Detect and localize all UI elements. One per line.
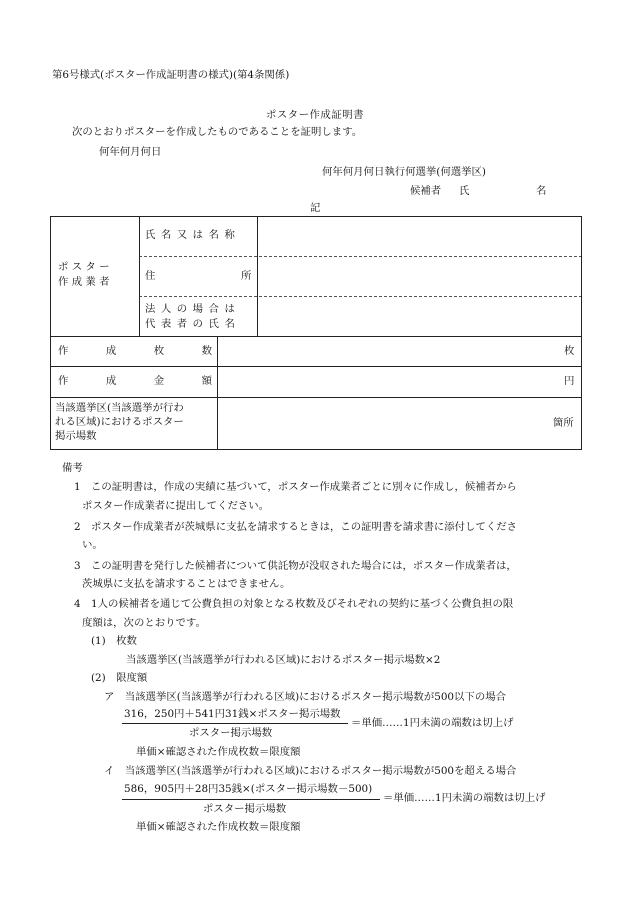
certification-table (50, 216, 582, 450)
amount-label-char: 作 (58, 375, 69, 387)
address-label-end: 所 (241, 270, 252, 282)
row-divider-count (50, 366, 582, 367)
count-label-char: 枚 (153, 345, 165, 357)
candidate-label: 候補者 (410, 185, 442, 197)
case-i-fraction-denominator: ポスター掲示場数 (203, 803, 287, 815)
row-divider-maker (50, 336, 582, 337)
case-a-limit-formula: 単価×確認された作成枚数＝限度額 (136, 746, 301, 758)
maker-label-line1: ポ ス タ ー (58, 261, 110, 273)
name-field-label: 氏名又は名称 (145, 229, 241, 241)
amount-value-cell[interactable] (222, 370, 560, 394)
amount-label-char: 金 (153, 375, 165, 387)
places-unit: 箇所 (553, 417, 574, 429)
candidate-name-first: 氏 (459, 185, 470, 197)
address-label-start: 住 (145, 270, 156, 282)
maker-label-line2: 作 成 業 者 (58, 276, 110, 288)
note-2-line2: い。 (82, 539, 103, 551)
note-1-line2: ポスター作成業者に提出してください。 (82, 500, 270, 512)
count-value-cell[interactable] (222, 340, 560, 364)
places-value-cell[interactable] (222, 402, 547, 444)
case-i-result: ＝単価……1円未満の端数は切上げ (383, 792, 546, 804)
subsection-count-heading: (1) 枚数 (91, 635, 137, 647)
note-3-line1: 3 この証明書を発行した候補者について供託物が没収された場合には，ポスター作成業者は， (74, 560, 517, 572)
case-a-fraction-numerator: 316，250円＋541円31銭×ポスター掲示場数 (124, 708, 341, 720)
case-i-fraction-bar (122, 799, 380, 800)
table-border-left (50, 216, 51, 449)
form-number-title: 第6号様式(ポスター作成証明書の様式)(第4条関係) (52, 69, 290, 81)
count-label-char: 数 (201, 345, 212, 357)
row-divider-name (139, 256, 582, 257)
amount-unit: 円 (564, 375, 575, 387)
document-title: ポスター作成証明書 (265, 109, 364, 121)
note-2-line1: 2 ポスター作成業者が茨城県に支払を請求するときは，この証明書を請求書に添付してくださ (74, 521, 518, 533)
count-unit: 枚 (564, 345, 575, 357)
note-1-line1: 1 この証明書は，作成の実績に基づいて，ポスター作成業者ごとに別々に作成し，候補者から (74, 481, 517, 493)
places-label-line1: 当該選挙区(当該選挙が行わ (55, 402, 184, 414)
places-label-line2: れる区域)におけるポスター (55, 416, 184, 428)
representative-label-line1: 法人の場合は (145, 303, 241, 315)
col-divider-value (217, 336, 218, 449)
case-a-fraction-bar (122, 723, 348, 724)
representative-label-line2: 代表者の氏名 (145, 318, 241, 330)
case-a-result: ＝単価……1円未満の端数は切上げ (351, 717, 514, 729)
col-divider-maker (139, 216, 140, 336)
address-value-cell[interactable] (265, 262, 575, 292)
subsection-limit-heading: (2) 限度額 (91, 672, 148, 684)
candidate-name-last: 名 (536, 185, 547, 197)
amount-label (58, 375, 212, 387)
case-a-fraction-denominator: ポスター掲示場数 (189, 727, 273, 739)
case-i-heading: イ 当該選挙区(当該選挙が行われる区域)におけるポスター掲示場数が500を超える場合 (104, 765, 517, 777)
notes-heading: 備考 (62, 462, 83, 474)
count-label (58, 345, 212, 357)
row-divider-amount (50, 397, 582, 398)
note-3-line2: 茨城県に支払を請求することはできません。 (82, 578, 291, 590)
count-label-char: 成 (105, 345, 117, 357)
table-border-top (50, 216, 582, 217)
case-a-heading: ア 当該選挙区(当該選挙が行われる区域)におけるポスター掲示場数が500以下の場合 (104, 691, 506, 703)
note-4-line2: 度額は，次のとおりです。 (82, 617, 206, 629)
issue-date: 何年何月何日 (99, 146, 162, 158)
amount-label-char: 額 (201, 375, 212, 387)
note-4-line1: 4 1人の候補者を通じて公費負担の対象となる枚数及びそれぞれの契約に基づく公費負担の限 (74, 598, 514, 610)
representative-value-cell[interactable] (265, 302, 575, 332)
case-i-fraction-numerator: 586，905円＋28円35銭×(ポスター掲示場数－500) (124, 783, 373, 795)
table-border-bottom (50, 449, 582, 450)
row-divider-address (139, 296, 582, 297)
election-name: 何年何月何日執行何選挙(何選挙区) (322, 166, 486, 178)
table-border-right (581, 216, 582, 449)
places-label-line3: 掲示場数 (55, 430, 97, 442)
col-divider-field (257, 216, 258, 336)
ki-marker: 記 (310, 202, 321, 214)
name-value-cell[interactable] (265, 222, 575, 252)
case-i-limit-formula: 単価×確認された作成枚数＝限度額 (136, 821, 301, 833)
subsection-count-formula: 当該選挙区(当該選挙が行われる区域)におけるポスター掲示場数×2 (126, 654, 441, 666)
amount-label-char: 成 (105, 375, 117, 387)
certification-statement: 次のとおりポスターを作成したものであることを証明します。 (72, 126, 363, 138)
count-label-char: 作 (58, 345, 69, 357)
